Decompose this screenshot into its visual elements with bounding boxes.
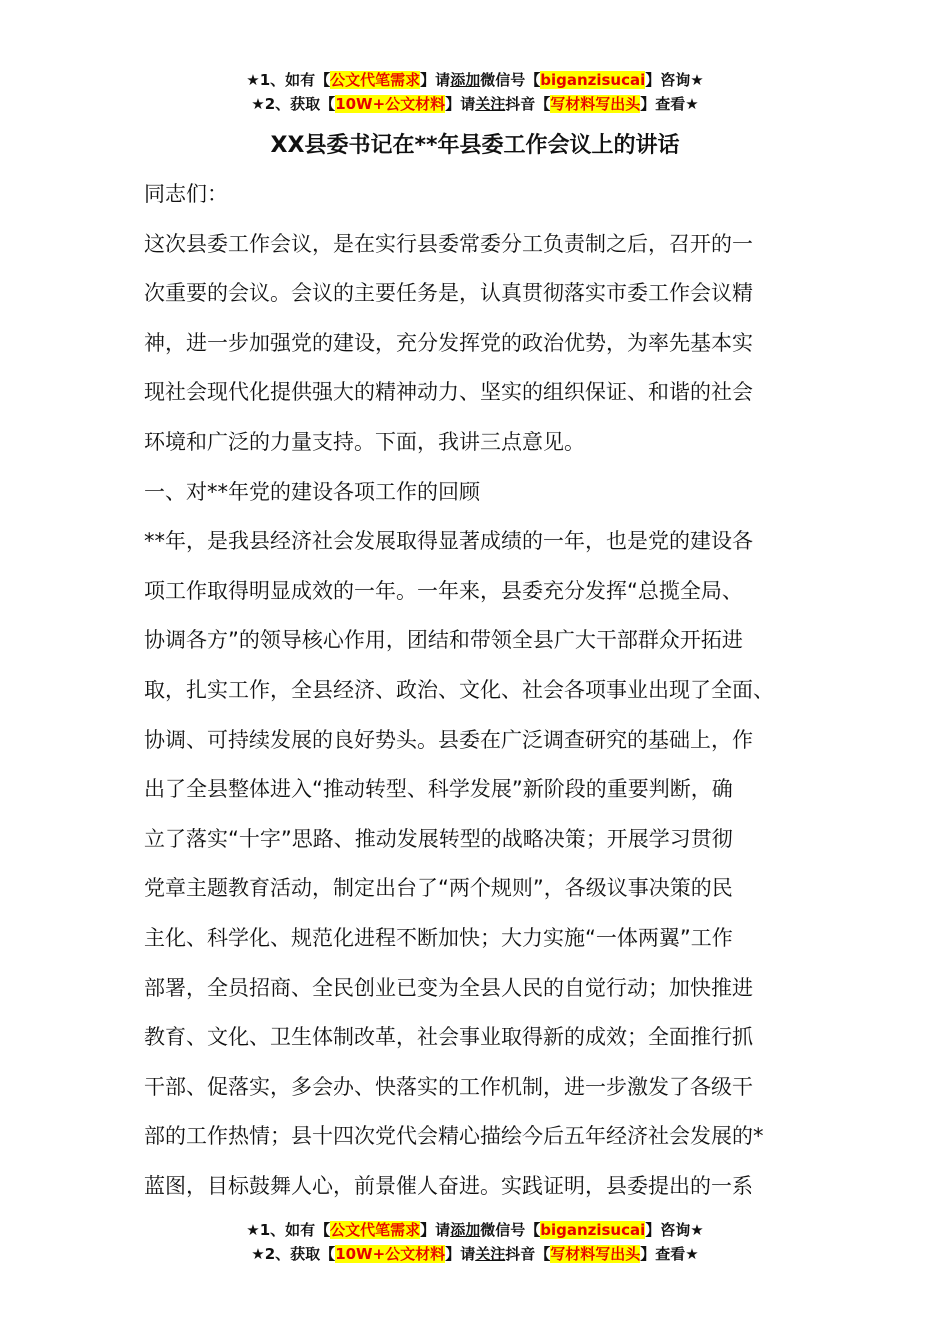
body-line: 协调各方”的领导核心作用，团结和带领全县广大干部群众开拓进: [144, 628, 743, 653]
body-line: 这次县委工作会议，是在实行县委常委分工负责制之后，召开的一: [144, 231, 753, 256]
body-line: 环境和广泛的力量支持。下面，我讲三点意见。: [144, 429, 585, 454]
promo-highlight: 写材料写出头: [550, 95, 641, 113]
promo-line-1: ★1、如有【公文代笔需求】请添加微信号【biganzisucai】咨询★: [246, 71, 704, 89]
body-line: 现社会现代化提供强大的精神动力、坚实的组织保证、和谐的社会: [144, 380, 753, 405]
promo-line-2: ★2、获取【10W+公文材料】请关注抖音【写材料写出头】查看★: [251, 1245, 699, 1263]
promo-highlight: biganzisucai: [540, 71, 646, 89]
body-line: 协调、可持续发展的良好势头。县委在广泛调查研究的基础上，作: [144, 727, 753, 752]
promo-highlight: 10W+公文材料: [335, 1245, 446, 1263]
promo-line-1: ★1、如有【公文代笔需求】请添加微信号【biganzisucai】咨询★: [246, 1221, 704, 1239]
body-line: 主化、科学化、规范化进程不断加快；大力实施“一体两翼”工作: [144, 925, 733, 950]
promo-highlight: 写材料写出头: [550, 1245, 641, 1263]
body-line: 部的工作热情；县十四次党代会精心描绘今后五年经济社会发展的*: [144, 1124, 764, 1149]
body-line: 教育、文化、卫生体制改革，社会事业取得新的成效；全面推行抓: [144, 1025, 753, 1050]
promo-line-2: ★2、获取【10W+公文材料】请关注抖音【写材料写出头】查看★: [251, 95, 699, 113]
body-line: 干部、促落实，多会办、快落实的工作机制，进一步激发了各级干: [144, 1074, 753, 1099]
body-line: 取，扎实工作，全县经济、政治、文化、社会各项事业出现了全面、: [144, 677, 774, 702]
body-line: 出了全县整体进入“推动转型、科学发展”新阶段的重要判断，确: [144, 777, 733, 802]
promo-highlight: 10W+公文材料: [335, 95, 446, 113]
body-line: 党章主题教育活动，制定出台了“两个规则”，各级议事决策的民: [144, 876, 733, 901]
promo-banner-bottom: [0, 1218, 950, 1266]
document-body: [144, 170, 824, 1211]
body-line: 神，进一步加强党的建设，充分发挥党的政治优势，为率先基本实: [144, 330, 753, 355]
body-line: 项工作取得明显成效的一年。一年来，县委充分发挥“总揽全局、: [144, 578, 743, 603]
body-line: 立了落实“十字”思路、推动发展转型的战略决策；开展学习贯彻: [144, 826, 733, 851]
body-line: 次重要的会议。会议的主要任务是，认真贯彻落实市委工作会议精: [144, 281, 753, 306]
promo-banner-top: [0, 68, 950, 116]
body-line: 蓝图，目标鼓舞人心，前景催人奋进。实践证明，县委提出的一系: [144, 1173, 753, 1198]
body-line: 一、对**年党的建设各项工作的回顾: [144, 479, 480, 504]
body-line: 同志们：: [144, 182, 228, 206]
body-line: 部署，全员招商、全民创业已变为全县人民的自觉行动；加快推进: [144, 975, 753, 1000]
promo-highlight: biganzisucai: [540, 1221, 646, 1239]
document-title: XX县委书记在**年县委工作会议上的讲话: [270, 133, 680, 158]
body-line: **年，是我县经济社会发展取得显著成绩的一年，也是党的建设各: [144, 529, 753, 554]
promo-highlight: 公文代笔需求: [330, 1221, 421, 1239]
promo-highlight: 公文代笔需求: [330, 71, 421, 89]
